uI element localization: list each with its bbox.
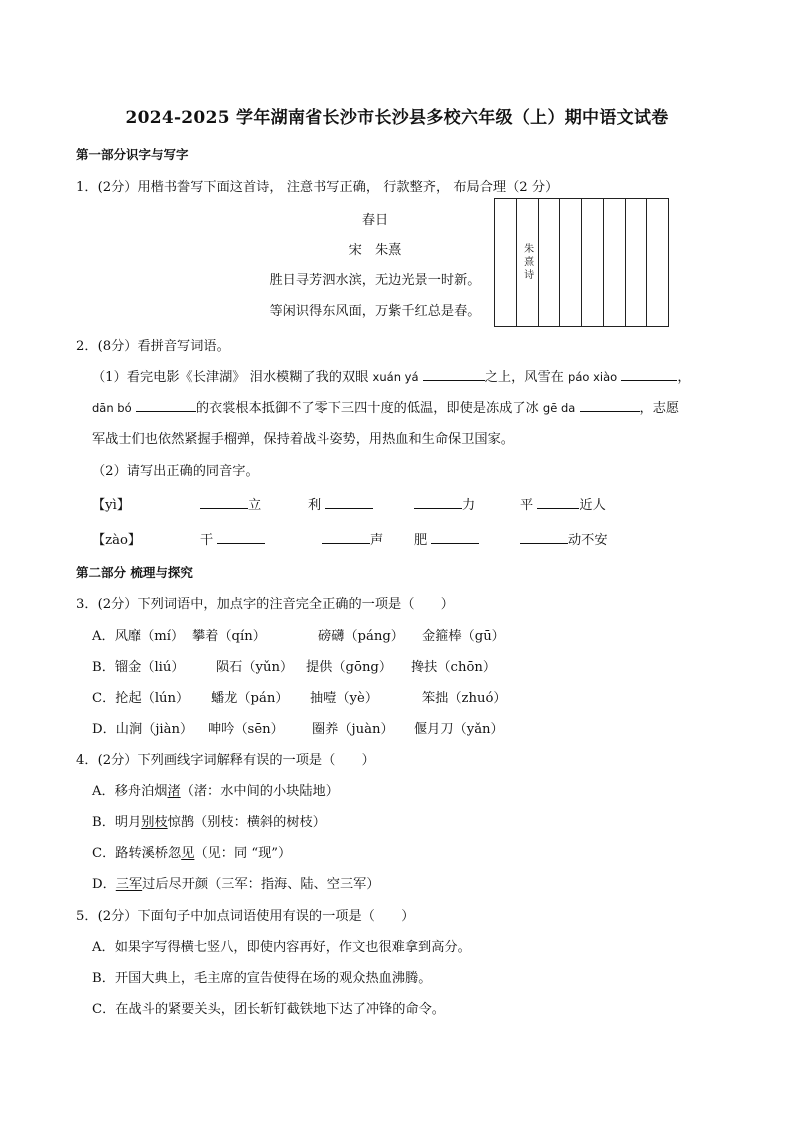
q5-option-b: B．开国大典上，毛主席的宣告使得在场的观众热血沸腾。 xyxy=(92,971,432,986)
zao-item-3: 肥 xyxy=(414,529,479,548)
pinyin-4: gē da xyxy=(542,401,576,415)
answer-blank[interactable] xyxy=(580,399,640,412)
q3-option-d: D．山涧（jiàn） xyxy=(92,722,194,737)
poem-line-2: 等闲识得东风面，万紫千红总是春。 xyxy=(269,304,481,319)
q2-para1-line3: 军战士们也依然紧握手榴弹，保持着战斗姿势，用热血和生命保卫国家。 xyxy=(92,432,514,447)
writing-grid xyxy=(494,198,669,327)
q3-option-b-word: 搀扶（chōn） xyxy=(411,660,497,675)
homophone-label-yi: 【yì】 xyxy=(92,498,131,513)
q3-option-b-word: 提供（gōng） xyxy=(306,660,393,675)
q4-option-b: B．明月别枝惊鹊（别枝：横斜的树枝） xyxy=(92,815,326,830)
page-title: 2024-2025 学年湖南省长沙市长沙县多校六年级（上）期中语文试卷 xyxy=(125,108,669,128)
q3-option-b-word: 陨石（yǔn） xyxy=(216,660,294,675)
q4-option-d: D．三军过后尽开颜（三军：指海、陆、空三军） xyxy=(92,877,380,892)
q3-option-d-word: 圈养（juàn） xyxy=(312,722,394,737)
q3-option-a: A．风靡（mí） xyxy=(92,629,185,644)
answer-blank[interactable] xyxy=(200,496,248,509)
q3-stem: 3．(2分）下列词语中，加点字的注音完全正确的一项是（ ） xyxy=(76,597,454,612)
q3-option-a-word: 金箍棒（gū） xyxy=(422,629,505,644)
grid-column xyxy=(582,199,604,326)
q4-stem: 4．(2分）下列画线字词解释有误的一项是（ ） xyxy=(76,753,375,768)
q3-option-a-word: 攀着（qín） xyxy=(192,629,266,644)
answer-blank[interactable] xyxy=(217,531,265,544)
q5-stem: 5．(2分）下面句子中加点词语使用有误的一项是（ ） xyxy=(76,909,415,924)
q3-option-d-word: 呻吟（sēn） xyxy=(208,722,284,737)
q4-option-c: C．路转溪桥忽见（见：同 “现”） xyxy=(92,846,292,861)
answer-blank[interactable] xyxy=(621,368,677,381)
pinyin-1: xuán yá xyxy=(372,370,419,384)
yi-item-4: 平 近人 xyxy=(520,498,606,513)
yi-item-1: 立 xyxy=(200,494,261,513)
pinyin-2: páo xiào xyxy=(568,370,618,384)
grid-column xyxy=(560,199,582,326)
pinyin-3: dān bó xyxy=(92,401,132,415)
answer-blank[interactable] xyxy=(423,368,485,381)
grid-column xyxy=(647,199,668,326)
q2-para1-line1: （1）看完电影《长津湖》 泪水模糊了我的双眼 xuán yá 之上，风雪在 páo xiào ， xyxy=(92,370,691,385)
poem-author: 宋 朱熹 xyxy=(348,243,402,258)
q3-option-c-word: 蟠龙（pán） xyxy=(211,691,289,706)
answer-blank[interactable] xyxy=(414,496,462,509)
poem-title: 春日 xyxy=(361,213,389,228)
q3-option-d-word: 偃月刀（yǎn） xyxy=(414,722,504,737)
zao-item-2: 声 xyxy=(322,529,383,548)
q3-option-c-word: 笨拙（zhuó） xyxy=(422,691,507,706)
grid-column xyxy=(604,199,626,326)
yi-item-3: 力 xyxy=(414,494,475,513)
homophone-label-zao: 【zào】 xyxy=(92,533,142,548)
q3-option-c-word: 抽噎（yè） xyxy=(310,691,379,706)
part1-header: 第一部分识字与写字 xyxy=(76,147,189,162)
q2-para1-line2: dān bó 的衣裳根本抵御不了零下三四十度的低温，即使是冻成了冰 gē da ，志愿 xyxy=(92,401,680,416)
answer-blank[interactable] xyxy=(322,531,370,544)
q3-option-a-word: 磅礴（páng） xyxy=(318,629,404,644)
part2-header: 第二部分 梳理与探究 xyxy=(76,565,193,580)
poem-line-1: 胜日寻芳泗水滨，无边光景一时新。 xyxy=(269,273,481,288)
grid-column xyxy=(495,199,517,326)
answer-blank[interactable] xyxy=(431,531,479,544)
q2-stem: 2．(8分）看拼音写词语。 xyxy=(76,339,230,354)
q1-stem: 1．(2分）用楷书誊写下面这首诗， 注意书写正确， 行款整齐， 布局合理（2 分） xyxy=(76,180,559,195)
q3-option-b: B．镏金（liú） xyxy=(92,660,185,675)
grid-column-label xyxy=(517,199,539,326)
zao-item-4: 动不安 xyxy=(520,529,608,548)
answer-blank[interactable] xyxy=(520,531,568,544)
zao-item-1: 干 xyxy=(200,529,265,548)
q2-para2: （2）请写出正确的同音字。 xyxy=(92,464,259,479)
q3-option-c: C．抡起（lún） xyxy=(92,691,190,706)
grid-column xyxy=(539,199,561,326)
grid-label: 朱熹诗 xyxy=(521,243,533,282)
yi-item-2: 利 xyxy=(308,494,373,513)
answer-blank[interactable] xyxy=(537,496,579,509)
grid-column xyxy=(626,199,648,326)
answer-blank[interactable] xyxy=(325,496,373,509)
q5-option-a: A．如果字写得横七竖八，即使内容再好，作文也很难拿到高分。 xyxy=(92,940,471,955)
q5-option-c: C．在战斗的紧要关头，团长斩钉截铁地下达了冲锋的命令。 xyxy=(92,1002,445,1017)
q4-option-a: A．移舟泊烟渚（渚：水中间的小块陆地） xyxy=(92,784,339,799)
answer-blank[interactable] xyxy=(136,399,196,412)
